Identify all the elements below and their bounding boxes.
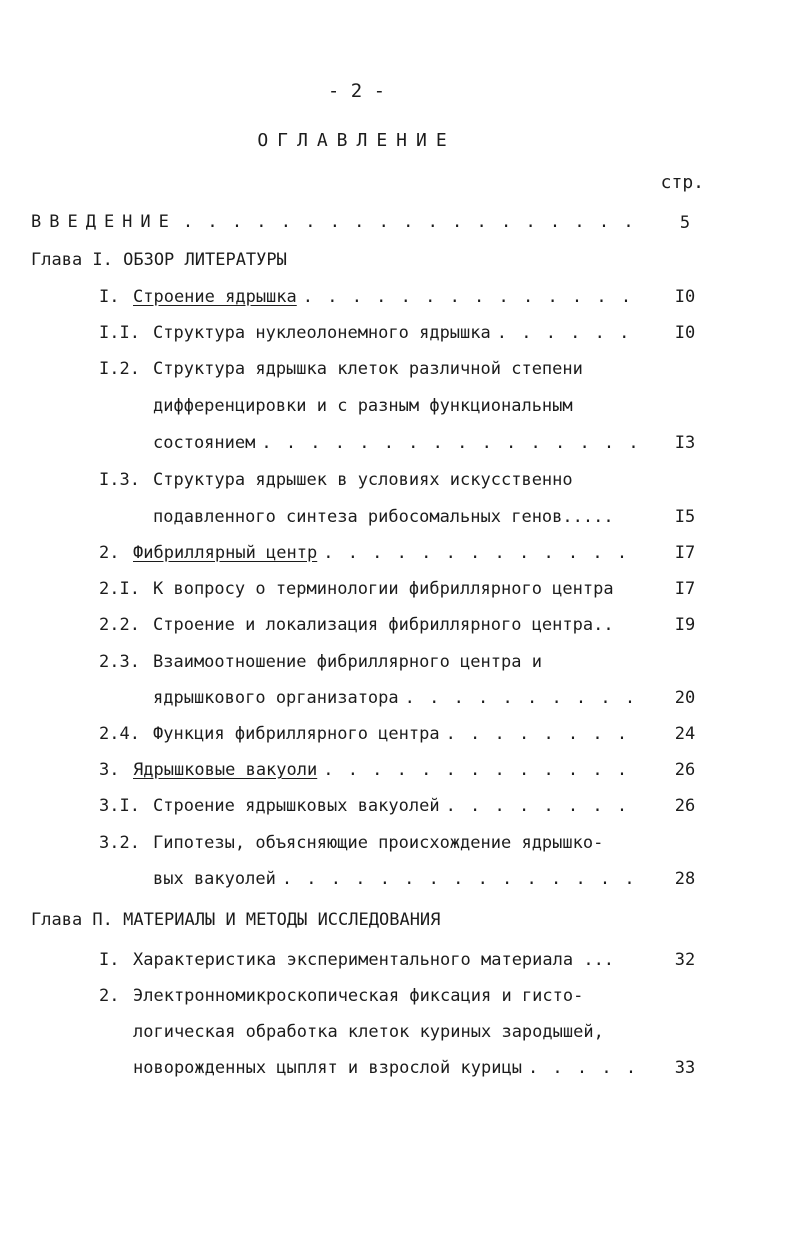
leader-dots	[497, 322, 643, 344]
entry-number: 2.4.	[99, 724, 140, 744]
toc-entry-1-4	[99, 469, 649, 533]
entry-text: новорожденных цыплят и взрослой курицы	[133, 1058, 522, 1078]
entry-number: 2.	[99, 543, 120, 563]
entry-number: 2.	[99, 986, 120, 1006]
page-ref: 20	[674, 688, 696, 708]
entry-text: К вопросу о терминологии фибриллярного центра	[153, 579, 614, 599]
entry-text: Функция фибриллярного центра	[153, 724, 440, 744]
entry-text: подавленного синтеза рибосомальных генов.....	[153, 507, 614, 527]
leader-dots	[528, 1057, 643, 1079]
entry-text: Структура нуклеолонемного ядрышка	[153, 323, 491, 343]
leader-dots	[323, 542, 643, 564]
page-ref: 28	[674, 869, 696, 889]
entry-text: Ядрышковые вакуоли	[133, 760, 318, 780]
page-ref: 33	[674, 1058, 696, 1078]
page-ref: 32	[674, 950, 696, 970]
leader-dots	[183, 212, 643, 232]
leader-dots	[323, 759, 643, 781]
page-ref: I3	[674, 433, 696, 453]
entry-text: Фибриллярный центр	[133, 543, 318, 563]
leader-dots	[261, 432, 643, 454]
entry-number: 2.I.	[99, 579, 140, 599]
leader-dots	[446, 723, 643, 745]
entry-number: I.2.	[99, 359, 140, 379]
page-column-label: стр.	[660, 172, 704, 193]
intro-label: ВВЕДЕНИЕ	[31, 212, 177, 232]
page-ref: 26	[674, 796, 696, 816]
entry-text: Электронномикроскопическая фиксация и гисто-	[133, 986, 584, 1006]
entry-text: Характеристика экспериментального материала ...	[133, 950, 615, 970]
toc-entry-3-2	[99, 832, 649, 896]
entry-number: I.3.	[99, 470, 140, 490]
entry-text: ядрышкового организатора	[153, 688, 399, 708]
entry-number: I.I.	[99, 323, 140, 343]
page-ref: I9	[674, 615, 696, 635]
toc-intro	[31, 212, 649, 232]
leader-dots	[405, 687, 643, 709]
toc-title: ОГЛАВЛЕНИЕ	[257, 130, 456, 151]
toc-entry-c2-2	[99, 985, 649, 1085]
leader-dots	[282, 868, 643, 890]
leader-dots	[446, 795, 643, 817]
entry-text: Строение ядрышковых вакуолей	[153, 796, 440, 816]
entry-text: Взаимоотношение фибриллярного центра и	[153, 652, 542, 672]
entry-text: дифференцировки и с разным функциональным	[153, 396, 573, 416]
page-ref: I7	[674, 543, 696, 563]
page-ref: I5	[674, 507, 696, 527]
entry-text: Структура ядрышек в условиях искусственно	[153, 470, 573, 490]
page-ref: 5	[679, 213, 691, 233]
entry-text: вых вакуолей	[153, 869, 276, 889]
entry-text: Строение ядрышка	[133, 287, 297, 307]
page-ref: 26	[674, 760, 696, 780]
entry-text: логическая обработка клеток куриных зародышей,	[133, 1022, 604, 1042]
entry-text: состоянием	[153, 433, 256, 453]
page-ref: I7	[674, 579, 696, 599]
entry-text: Гипотезы, объясняющие происхождение ядрышко-	[153, 833, 604, 853]
entry-number: 2.2.	[99, 615, 140, 635]
entry-number: 3.	[99, 760, 120, 780]
page-number: - 2 -	[327, 80, 386, 102]
entry-number: I.	[99, 950, 120, 970]
chapter-1-heading: Глава I. ОБЗОР ЛИТЕРАТУРЫ	[31, 250, 287, 270]
entry-number: I.	[99, 287, 120, 307]
entry-number: 3.2.	[99, 833, 140, 853]
toc-entry-2-3	[99, 651, 649, 715]
leader-dots	[303, 286, 643, 308]
toc-entry-1-3	[99, 358, 649, 458]
page-ref: I0	[674, 287, 696, 307]
entry-number: 3.I.	[99, 796, 140, 816]
entry-text: Строение и локализация фибриллярного центра..	[153, 615, 614, 635]
entry-text: Структура ядрышка клеток различной степени	[153, 359, 583, 379]
chapter-2-heading: Глава П. МАТЕРИАЛЫ И МЕТОДЫ ИССЛЕДОВАНИЯ	[31, 910, 441, 930]
page-ref: 24	[674, 724, 696, 744]
page-ref: I0	[674, 323, 696, 343]
entry-number: 2.3.	[99, 652, 140, 672]
